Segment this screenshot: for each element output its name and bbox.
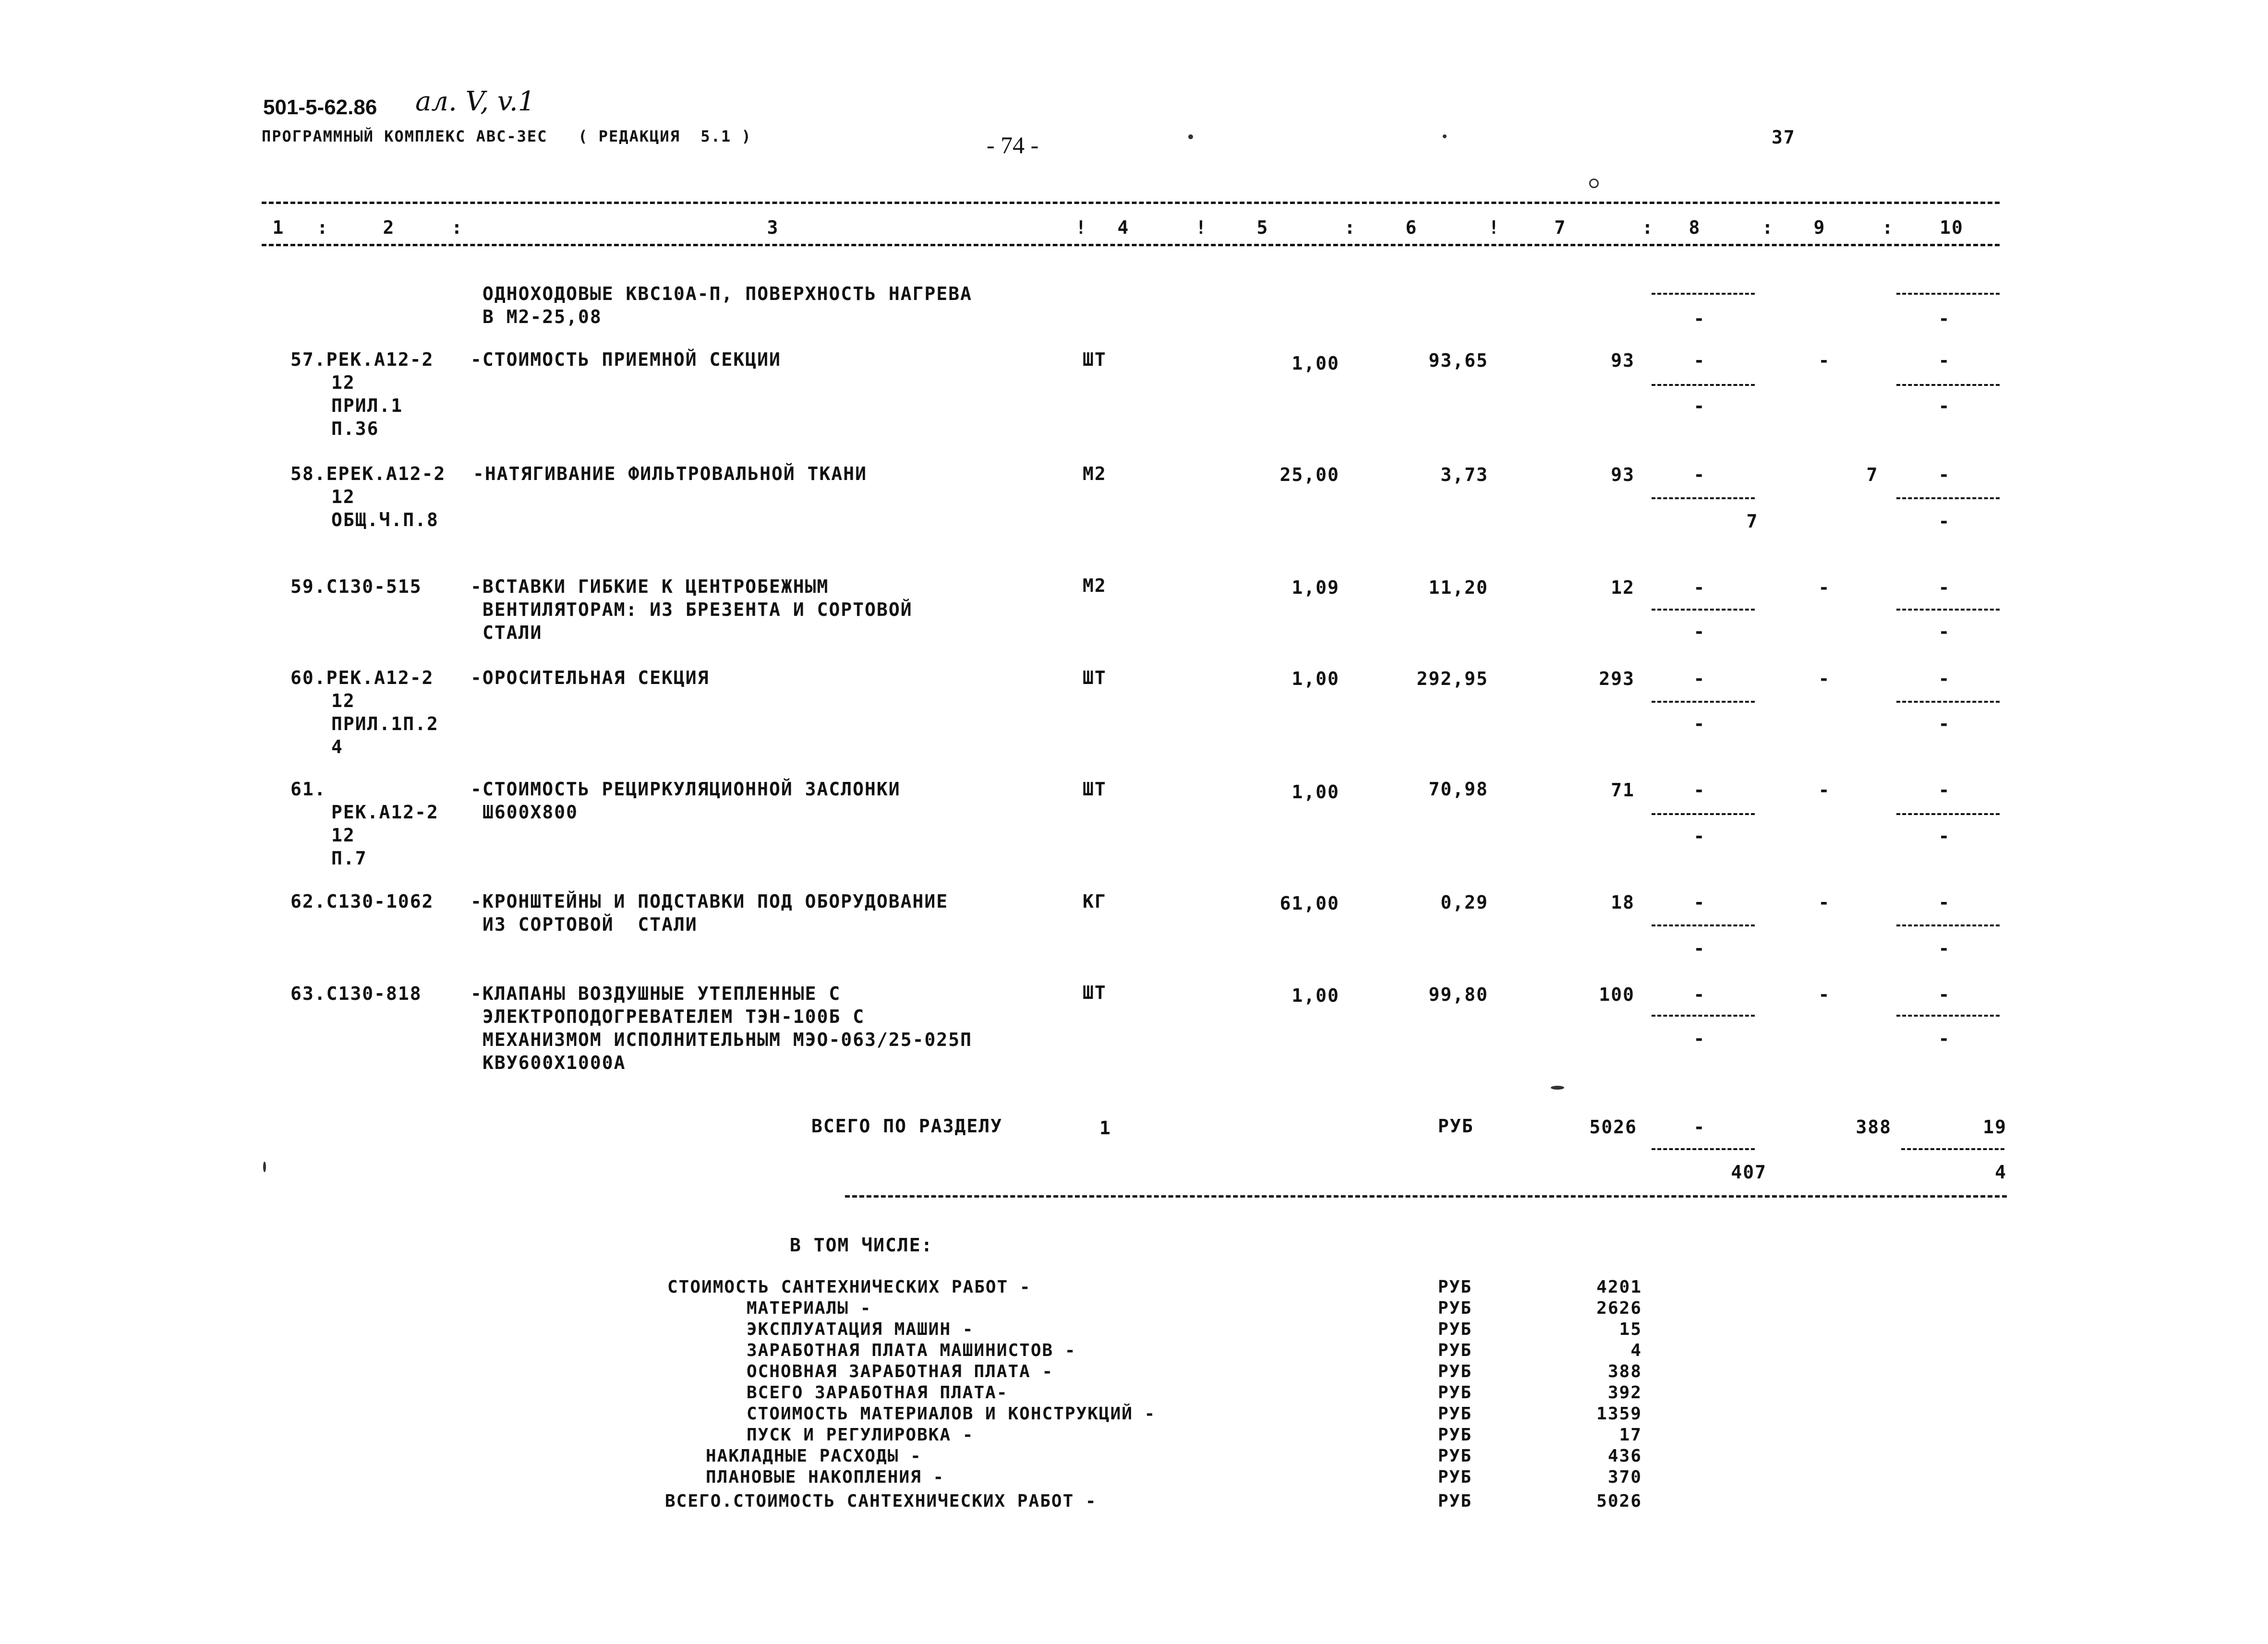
scan-speck xyxy=(1443,134,1447,138)
breakdown-label: МАТЕРИАЛЫ - xyxy=(747,1298,872,1318)
breakdown-value: 5026 xyxy=(1596,1491,1642,1511)
row-col10-bottom: - xyxy=(1938,713,1951,734)
row-code: 12 xyxy=(331,486,355,507)
header-top-rule xyxy=(262,202,2000,204)
row-col10-top: - xyxy=(1938,984,1951,1005)
handwritten-note: ал. V, v.1 xyxy=(415,86,535,117)
breakdown-value: 2626 xyxy=(1596,1298,1642,1318)
column-separators: : xyxy=(1882,217,1894,238)
breakdown-label: ОСНОВНАЯ ЗАРАБОТНАЯ ПЛАТА - xyxy=(747,1362,1054,1381)
row-code: ОБЩ.Ч.П.8 xyxy=(331,509,439,530)
row-col10-top: - xyxy=(1938,892,1951,913)
breakdown-label: ЗАРАБОТНАЯ ПЛАТА МАШИНИСТОВ - xyxy=(747,1341,1076,1360)
cell-separator xyxy=(1652,924,1755,926)
section-intro-line: В М2-25,08 xyxy=(483,306,602,327)
row-description: ЭЛЕКТРОПОДОГРЕВАТЕЛЕМ ТЭН-100Б С xyxy=(483,1006,865,1027)
row-col8-bottom: 7 xyxy=(1746,511,1759,532)
cell-separator xyxy=(1896,497,2000,499)
column-label: 4 xyxy=(1117,217,1130,238)
scan-speck xyxy=(263,1162,266,1172)
row-col10-bottom: - xyxy=(1938,1028,1951,1049)
cell-separator xyxy=(1652,497,1755,499)
cell-separator xyxy=(1896,924,2000,926)
column-separators: : xyxy=(1344,217,1356,238)
row-col10-top: - xyxy=(1938,780,1951,801)
column-label: 3 xyxy=(767,217,779,238)
cell-separator xyxy=(1896,293,2000,295)
breakdown-unit: РУБ xyxy=(1438,1404,1472,1424)
breakdown-title: В ТОМ ЧИСЛЕ: xyxy=(790,1235,933,1256)
row-code: 61. xyxy=(290,779,326,800)
cell-separator xyxy=(1896,609,2000,611)
column-label: 8 xyxy=(1689,217,1701,238)
row-price: 292,95 xyxy=(1416,668,1488,689)
row-col9: - xyxy=(1818,984,1831,1005)
row-qty: 1,09 xyxy=(1291,577,1339,598)
column-separators: : xyxy=(317,217,329,238)
row-price: 70,98 xyxy=(1428,779,1488,800)
row-code: 60.РЕК.А12-2 xyxy=(290,667,434,688)
row-unit: ШТ xyxy=(1083,667,1107,688)
row-code: 4 xyxy=(331,736,343,757)
column-label: 5 xyxy=(1256,217,1269,238)
row-price: 11,20 xyxy=(1428,577,1488,598)
breakdown-label: ПЛАНОВЫЕ НАКОПЛЕНИЯ - xyxy=(706,1467,945,1487)
row-description: ВЕНТИЛЯТОРАМ: ИЗ БРЕЗЕНТА И СОРТОВОЙ xyxy=(483,599,913,620)
row-col8-top: - xyxy=(1693,668,1706,689)
row-description: ИЗ СОРТОВОЙ СТАЛИ xyxy=(483,914,698,935)
column-label: 7 xyxy=(1554,217,1567,238)
column-label: 2 xyxy=(383,217,395,238)
row-description: -СТОИМОСТЬ ПРИЕМНОЙ СЕКЦИИ xyxy=(470,349,781,370)
row-col9: 7 xyxy=(1866,464,1879,485)
row-qty: 1,00 xyxy=(1291,781,1339,803)
column-label: 6 xyxy=(1405,217,1418,238)
cell-separator xyxy=(1901,1148,2004,1150)
row-col10-bottom: - xyxy=(1938,396,1951,417)
breakdown-unit: РУБ xyxy=(1438,1425,1472,1445)
row-price: 99,80 xyxy=(1428,984,1488,1005)
column-separators: ! xyxy=(1075,217,1087,238)
breakdown-value: 436 xyxy=(1607,1446,1642,1466)
program-line: ПРОГРАММНЫЙ КОМПЛЕКС АВС-3ЕС ( РЕДАКЦИЯ 5.1 ) xyxy=(262,127,752,145)
row-col8-top: - xyxy=(1693,984,1706,1005)
row-col10-top: - xyxy=(1938,577,1951,598)
breakdown-value: 15 xyxy=(1619,1320,1642,1339)
row-unit: КГ xyxy=(1083,891,1107,912)
breakdown-unit: РУБ xyxy=(1438,1277,1472,1297)
cell-dash: - xyxy=(1938,308,1951,329)
row-qty: 1,00 xyxy=(1291,353,1339,374)
row-col10-bottom: - xyxy=(1938,826,1951,847)
doc-code: 501-5-62.86 xyxy=(263,96,377,119)
section-total-value: 5026 xyxy=(1589,1116,1637,1138)
row-code: П.7 xyxy=(331,848,367,869)
row-total: 12 xyxy=(1611,577,1635,598)
row-col10-bottom: - xyxy=(1938,621,1951,642)
row-code: 58.ЕРЕК.А12-2 xyxy=(290,463,446,484)
row-unit: М2 xyxy=(1083,575,1107,596)
row-col9: - xyxy=(1818,350,1831,371)
cell-separator xyxy=(1652,293,1755,295)
cell-separator xyxy=(1896,701,2000,703)
breakdown-value: 392 xyxy=(1607,1383,1642,1403)
header-bottom-rule xyxy=(262,244,2000,246)
row-unit: М2 xyxy=(1083,463,1107,484)
breakdown-value: 17 xyxy=(1619,1425,1642,1445)
row-code: ПРИЛ.1 xyxy=(331,395,403,416)
row-code: 12 xyxy=(331,825,355,846)
row-code: 63.С130-818 xyxy=(290,983,422,1004)
row-price: 0,29 xyxy=(1440,892,1488,913)
section-total-label: ВСЕГО ПО РАЗДЕЛУ xyxy=(811,1116,1003,1137)
row-code: РЕК.А12-2 xyxy=(331,802,439,823)
row-qty: 25,00 xyxy=(1279,464,1339,485)
column-separators: : xyxy=(451,217,463,238)
section-total-unit: РУБ xyxy=(1438,1116,1474,1137)
breakdown-label: ВСЕГО ЗАРАБОТНАЯ ПЛАТА- xyxy=(747,1383,1008,1403)
row-price: 3,73 xyxy=(1440,464,1488,485)
scan-speck xyxy=(1188,134,1193,139)
section-total-col10-bottom: 4 xyxy=(1995,1162,2007,1183)
scan-speck xyxy=(1589,179,1599,188)
row-col10-top: - xyxy=(1938,464,1951,485)
cell-dash: - xyxy=(1693,308,1706,329)
cell-separator xyxy=(1652,384,1755,386)
breakdown-value: 1359 xyxy=(1596,1404,1642,1424)
section-total-col8-bottom: 407 xyxy=(1731,1162,1767,1183)
scan-speck xyxy=(1551,1086,1564,1090)
row-code: 62.С130-1062 xyxy=(290,891,434,912)
column-separators: ! xyxy=(1195,217,1207,238)
breakdown-unit: РУБ xyxy=(1438,1298,1472,1318)
row-description: МЕХАНИЗМОМ ИСПОЛНИТЕЛЬНЫМ МЭО-063/25-025П xyxy=(483,1029,972,1050)
row-qty: 61,00 xyxy=(1279,893,1339,914)
cell-separator xyxy=(1652,1148,1755,1150)
cell-separator xyxy=(1652,701,1755,703)
row-description: -КРОНШТЕЙНЫ И ПОДСТАВКИ ПОД ОБОРУДОВАНИЕ xyxy=(470,891,949,912)
breakdown-label: СТОИМОСТЬ САНТЕХНИЧЕСКИХ РАБОТ - xyxy=(667,1277,1031,1297)
cell-separator xyxy=(1652,1015,1755,1017)
row-col8-top: - xyxy=(1693,350,1706,371)
row-unit: ШТ xyxy=(1083,779,1107,800)
row-code: ПРИЛ.1П.2 xyxy=(331,713,439,734)
row-total: 293 xyxy=(1599,668,1635,689)
section-total-col10-top: 19 xyxy=(1983,1116,2007,1138)
row-code: 57.РЕК.А12-2 xyxy=(290,349,434,370)
section-total-col9: 388 xyxy=(1856,1116,1892,1138)
row-col9: - xyxy=(1818,577,1831,598)
row-col8-top: - xyxy=(1693,892,1706,913)
row-description: КВУ600Х1000А xyxy=(483,1052,626,1073)
row-col10-bottom: - xyxy=(1938,511,1951,532)
breakdown-unit: РУБ xyxy=(1438,1320,1472,1339)
row-unit: ШТ xyxy=(1083,349,1107,370)
sheet-number: 37 xyxy=(1772,127,1796,148)
row-col8-top: - xyxy=(1693,464,1706,485)
breakdown-label: ПУСК И РЕГУЛИРОВКА - xyxy=(747,1425,974,1445)
breakdown-value: 4201 xyxy=(1596,1277,1642,1297)
section-total-col4: 1 xyxy=(1099,1117,1111,1139)
row-total: 93 xyxy=(1611,350,1635,371)
breakdown-unit: РУБ xyxy=(1438,1341,1472,1360)
row-qty: 1,00 xyxy=(1291,985,1339,1006)
page-number: - 74 - xyxy=(987,132,1039,158)
breakdown-unit: РУБ xyxy=(1438,1467,1472,1487)
row-description: -ОРОСИТЕЛЬНАЯ СЕКЦИЯ xyxy=(470,667,710,688)
row-code: 59.С130-515 xyxy=(290,576,422,597)
breakdown-unit: РУБ xyxy=(1438,1491,1472,1511)
row-code: 12 xyxy=(331,372,355,393)
row-col9: - xyxy=(1818,892,1831,913)
row-price: 93,65 xyxy=(1428,350,1488,371)
row-col8-bottom: - xyxy=(1693,1028,1706,1049)
row-qty: 1,00 xyxy=(1291,668,1339,689)
column-separators: : xyxy=(1642,217,1654,238)
row-col8-bottom: - xyxy=(1693,713,1706,734)
breakdown-value: 388 xyxy=(1607,1362,1642,1381)
row-code: П.36 xyxy=(331,418,379,439)
column-label: 1 xyxy=(272,217,285,238)
row-total: 100 xyxy=(1599,984,1635,1005)
row-description: -СТОИМОСТЬ РЕЦИРКУЛЯЦИОННОЙ ЗАСЛОНКИ xyxy=(470,779,901,800)
row-description: -КЛАПАНЫ ВОЗДУШНЫЕ УТЕПЛЕННЫЕ С xyxy=(470,983,841,1004)
breakdown-label: ВСЕГО.СТОИМОСТЬ САНТЕХНИЧЕСКИХ РАБОТ - xyxy=(665,1491,1097,1511)
breakdown-label: НАКЛАДНЫЕ РАСХОДЫ - xyxy=(706,1446,922,1466)
cell-separator xyxy=(1896,384,2000,386)
row-col8-top: - xyxy=(1693,780,1706,801)
row-col10-top: - xyxy=(1938,668,1951,689)
row-description: СТАЛИ xyxy=(483,622,543,643)
cell-separator xyxy=(1896,1015,2000,1017)
row-description: Ш600Х800 xyxy=(483,802,579,823)
breakdown-label: ЭКСПЛУАТАЦИЯ МАШИН - xyxy=(747,1320,974,1339)
cell-separator xyxy=(1652,609,1755,611)
row-total: 71 xyxy=(1611,780,1635,801)
section-total-col8-top: - xyxy=(1693,1116,1706,1138)
row-col8-bottom: - xyxy=(1693,621,1706,642)
row-col10-bottom: - xyxy=(1938,938,1951,959)
row-col8-bottom: - xyxy=(1693,396,1706,417)
section-intro-line: ОДНОХОДОВЫЕ КВС10А-П, ПОВЕРХНОСТЬ НАГРЕВА xyxy=(483,283,972,304)
breakdown-value: 4 xyxy=(1630,1341,1642,1360)
breakdown-value: 370 xyxy=(1607,1467,1642,1487)
row-description: -ВСТАВКИ ГИБКИЕ К ЦЕНТРОБЕЖНЫМ xyxy=(470,576,829,597)
section-total-rule xyxy=(845,1195,2007,1198)
row-col9: - xyxy=(1818,668,1831,689)
breakdown-unit: РУБ xyxy=(1438,1446,1472,1466)
row-col8-bottom: - xyxy=(1693,826,1706,847)
breakdown-unit: РУБ xyxy=(1438,1362,1472,1381)
row-unit: ШТ xyxy=(1083,982,1107,1003)
breakdown-unit: РУБ xyxy=(1438,1383,1472,1403)
row-total: 18 xyxy=(1611,892,1635,913)
column-separators: ! xyxy=(1488,217,1500,238)
row-col8-top: - xyxy=(1693,577,1706,598)
row-col9: - xyxy=(1818,780,1831,801)
column-label: 9 xyxy=(1813,217,1826,238)
row-description: -НАТЯГИВАНИЕ ФИЛЬТРОВАЛЬНОЙ ТКАНИ xyxy=(473,463,867,484)
column-label: 10 xyxy=(1940,217,1964,238)
cell-separator xyxy=(1652,813,1755,815)
cell-separator xyxy=(1896,813,2000,815)
row-col10-top: - xyxy=(1938,350,1951,371)
column-separators: : xyxy=(1762,217,1774,238)
row-col8-bottom: - xyxy=(1693,938,1706,959)
row-total: 93 xyxy=(1611,464,1635,485)
breakdown-label: СТОИМОСТЬ МАТЕРИАЛОВ И КОНСТРУКЦИЙ - xyxy=(747,1404,1156,1424)
row-code: 12 xyxy=(331,690,355,711)
